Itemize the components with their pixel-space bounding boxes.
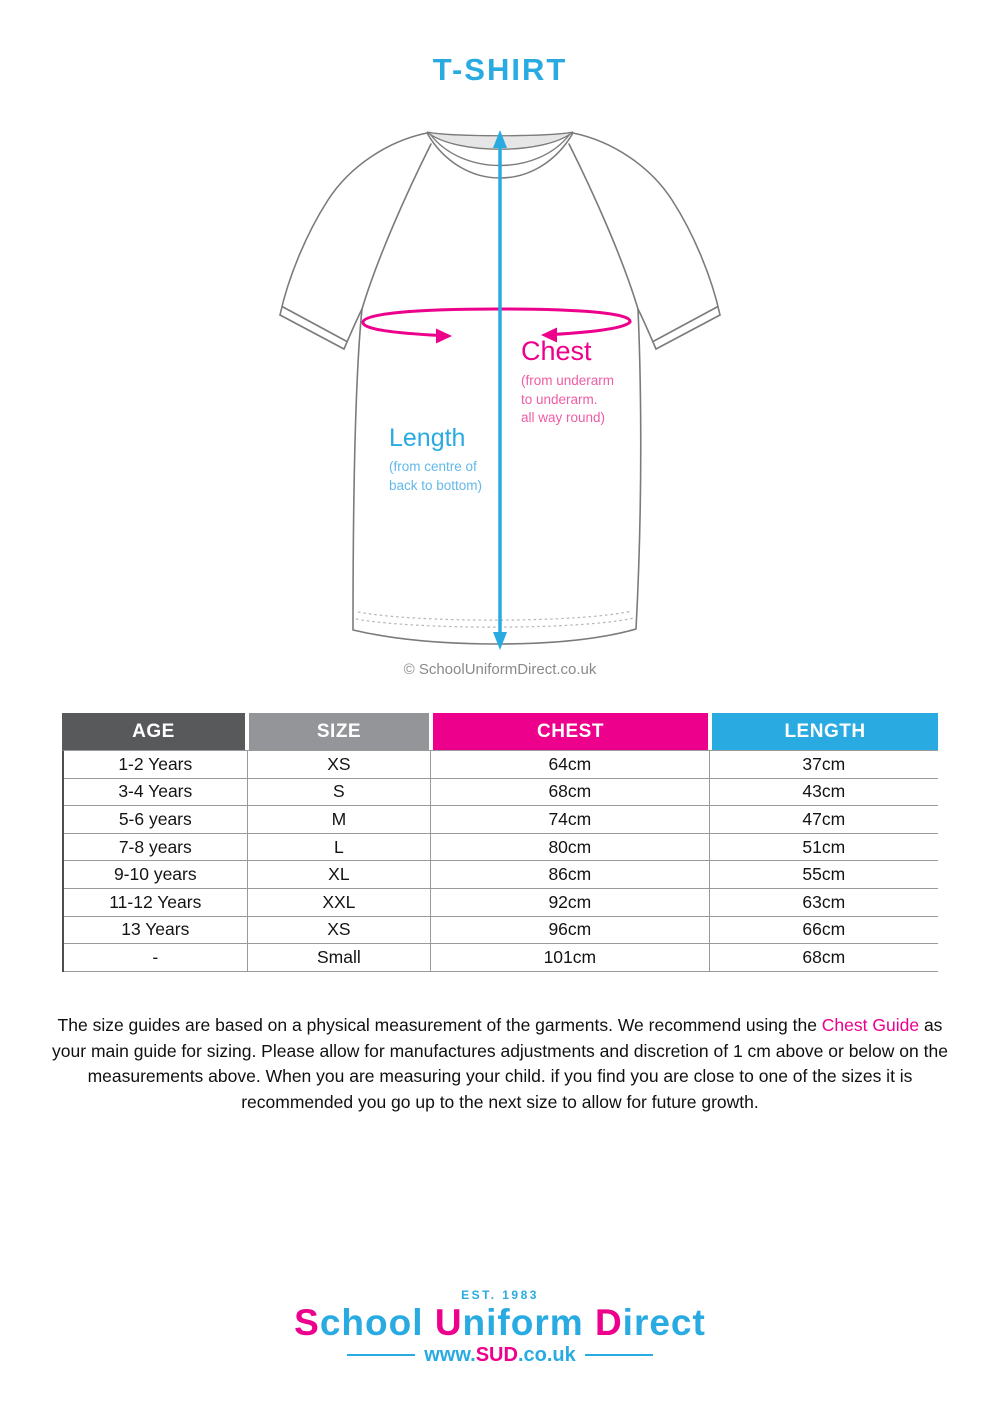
table-row bbox=[64, 806, 938, 834]
table-row bbox=[64, 944, 938, 972]
length-arrow bbox=[493, 130, 507, 650]
table-header-chest: CHEST bbox=[429, 713, 708, 750]
cell-chest: 74cm bbox=[430, 806, 708, 833]
note-part1: The size guides are based on a physical measurement of the garments. We recommend using the bbox=[57, 1015, 822, 1035]
cell-length: 66cm bbox=[709, 917, 938, 944]
logo-word1-initial: S bbox=[294, 1302, 320, 1343]
cell-age: 3-4 Years bbox=[118, 781, 193, 802]
logo-word3-initial: D bbox=[594, 1302, 623, 1343]
cell-chest: 80cm bbox=[430, 834, 708, 861]
table-header-age: AGE bbox=[62, 713, 245, 750]
logo-url-www: www. bbox=[424, 1343, 476, 1366]
cell-age: 1-2 Years bbox=[118, 753, 193, 774]
cell-chest: 101cm bbox=[430, 944, 708, 971]
cell-chest: 92cm bbox=[430, 889, 708, 916]
logo bbox=[0, 1288, 1000, 1367]
logo-title bbox=[0, 1303, 1000, 1344]
hem-stitching bbox=[356, 611, 634, 627]
page-title: T-SHIRT bbox=[432, 52, 568, 87]
chest-label-title: Chest bbox=[521, 336, 592, 366]
table-row bbox=[64, 834, 938, 862]
note-part2: as your main guide for sizing. Please allow for manufactures adjustments and discretion of 1 cm above or below on the measurements above. When you are measuring your child. if you find you are close to one of the sizes it is recommended you go up to the next size to allow for future growth. bbox=[52, 1015, 948, 1112]
table-row bbox=[64, 917, 938, 945]
logo-word3-rest: irect bbox=[622, 1302, 706, 1343]
cell-chest: 86cm bbox=[430, 861, 708, 888]
table-body bbox=[62, 750, 938, 972]
logo-url-domain: .co.uk bbox=[517, 1343, 576, 1366]
cell-length: 43cm bbox=[709, 779, 938, 806]
cell-age: 11-12 Years bbox=[109, 891, 202, 912]
size-table bbox=[62, 713, 938, 972]
table-row bbox=[64, 751, 938, 779]
table-row bbox=[64, 861, 938, 889]
cell-age: 7-8 years bbox=[118, 836, 192, 857]
table-row bbox=[64, 889, 938, 917]
logo-word1-rest: chool bbox=[319, 1302, 424, 1343]
cell-size: XS bbox=[247, 917, 431, 944]
cell-chest: 64cm bbox=[430, 751, 708, 778]
length-label-line1: (from centre of bbox=[389, 459, 477, 474]
cell-size: S bbox=[247, 779, 431, 806]
length-label-line2: back to bottom) bbox=[389, 478, 483, 493]
cell-age: - bbox=[152, 946, 159, 967]
cell-size: M bbox=[247, 806, 431, 833]
cell-length: 37cm bbox=[709, 751, 938, 778]
chest-label-line1: (from underarm bbox=[521, 373, 615, 388]
cell-size: XXL bbox=[247, 889, 431, 916]
logo-url-sud: SUD bbox=[475, 1343, 518, 1366]
cell-chest: 96cm bbox=[430, 917, 708, 944]
cell-chest: 68cm bbox=[430, 779, 708, 806]
length-label-title: Length bbox=[389, 424, 466, 452]
cell-age: 5-6 years bbox=[118, 808, 192, 829]
cell-size: XS bbox=[247, 751, 431, 778]
chest-arrow-left-icon bbox=[436, 329, 452, 344]
cell-age: 13 Years bbox=[121, 919, 190, 940]
chest-label-line2: to underarm. bbox=[521, 391, 598, 407]
table-row bbox=[64, 779, 938, 807]
table-header-length: LENGTH bbox=[708, 713, 938, 750]
cell-length: 68cm bbox=[709, 944, 938, 971]
chest-label-line3: all way round) bbox=[521, 410, 606, 425]
note-paragraph bbox=[50, 1013, 950, 1115]
cell-length: 55cm bbox=[709, 861, 938, 888]
length-label bbox=[389, 424, 519, 495]
diagram-copyright: © SchoolUniformDirect.co.uk bbox=[403, 661, 597, 678]
cell-size: Small bbox=[247, 944, 431, 971]
tshirt-diagram bbox=[250, 118, 750, 663]
cell-length: 47cm bbox=[709, 806, 938, 833]
logo-word2-initial: U bbox=[434, 1302, 463, 1343]
cell-size: L bbox=[247, 834, 431, 861]
logo-divider-right bbox=[585, 1354, 653, 1357]
cell-length: 51cm bbox=[709, 834, 938, 861]
chest-guide-highlight: Chest Guide bbox=[821, 1015, 920, 1035]
logo-divider-left bbox=[347, 1354, 415, 1357]
cell-length: 63cm bbox=[709, 889, 938, 916]
table-header-size: SIZE bbox=[245, 713, 429, 750]
cell-size: XL bbox=[247, 861, 431, 888]
table-header-row bbox=[62, 713, 938, 750]
chest-label bbox=[521, 336, 651, 428]
logo-est-text: EST. 1983 bbox=[461, 1288, 539, 1302]
cell-age: 9-10 years bbox=[113, 864, 197, 885]
logo-url bbox=[0, 1344, 1000, 1367]
logo-word2-rest: niform bbox=[462, 1302, 584, 1343]
